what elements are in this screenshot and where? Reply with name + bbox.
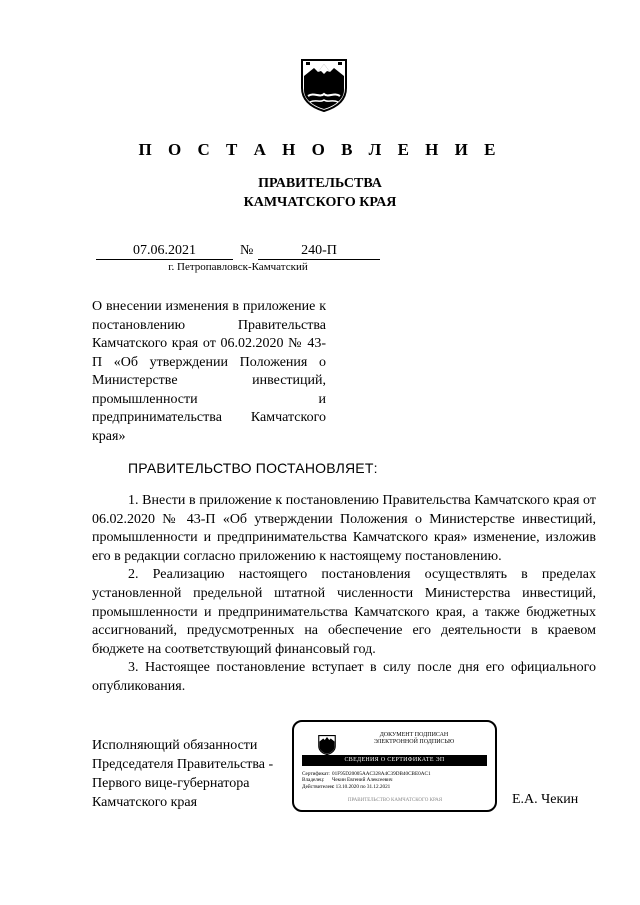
signer-title-line-1: Исполняющий обязанности	[92, 738, 258, 753]
signer-title	[92, 736, 273, 812]
stamp-value: Чекин Евгений Алексеевич	[332, 777, 393, 784]
organization-line-2: КАМЧАТСКОГО КРАЯ	[243, 195, 397, 210]
coat-of-arms-emblem	[300, 56, 348, 112]
stamp-row-validity	[302, 784, 488, 790]
stamp-value: с 13.10.2020 по 31.12.2021	[332, 783, 391, 790]
paragraph-2: 2. Реализацию настоящего постановления осуществлять в пределах установленной предельной штатной численности Министерства инвестиций, промышленности и предпринимательства Камчатского края, а также бюджетных ассигнований, предусмотренных на обеспечение его деятельности в краевом бюджете на соответствующий финансовый год.	[92, 567, 596, 657]
stamp-label: Действителен:	[302, 783, 335, 790]
stamp-emblem-icon	[318, 734, 336, 755]
registration-number: 240-П	[258, 243, 380, 260]
organization-line-1: ПРАВИТЕЛЬСТВА	[258, 176, 382, 191]
document-subject: О внесении изменения в приложение к постановлению Правительства Камчатского края от 06.02.2020 № 43-П «Об утверждении Положения о Министерстве инвестиций, промышленности и предпринимательства Камчатского края»	[92, 299, 326, 444]
stamp-details	[302, 771, 488, 790]
paragraph-3: 3. Настоящее постановление вступает в силу после дня его официального опубликования.	[92, 660, 596, 694]
document-body	[92, 492, 596, 697]
number-sign: №	[240, 243, 254, 258]
stamp-heading-line-2: ЭЛЕКТРОННОЙ ПОДПИСЬЮ	[373, 739, 455, 745]
stamp-footer: ПРАВИТЕЛЬСТВО КАМЧАТСКОГО КРАЯ	[347, 798, 443, 803]
stamp-heading-line-1: ДОКУМЕНТ ПОДПИСАН	[379, 732, 449, 738]
stamp-label: Владелец:	[302, 777, 325, 784]
electronic-signature-stamp	[292, 720, 497, 812]
registration-date: 07.06.2021	[96, 243, 233, 260]
signer-title-line-3: Первого вице-губернатора	[92, 776, 250, 791]
signer-title-line-4: Камчатского края	[92, 795, 198, 810]
stamp-certificate-bar: СВЕДЕНИЯ О СЕРТИФИКАТЕ ЭП	[302, 755, 487, 766]
paragraph-1: 1. Внести в приложение к постановлению Правительства Камчатского края от 06.02.2020 № 43-П «Об утверждении Положения о Министерстве инвестиций, промышленности и предпринимательства Камчатского края» изменение, изложив его в редакции согласно приложению к настоящему постановлению.	[92, 493, 596, 564]
signer-title-line-2: Председателя Правительства -	[92, 757, 274, 772]
stamp-heading	[344, 732, 484, 746]
registration-city: г. Петропавловск-Камчатский	[168, 261, 308, 273]
document-type-heading: П О С Т А Н О В Л Е Н И Е	[138, 140, 502, 159]
signer-name: Е.А. Чекин	[512, 792, 579, 807]
stamp-value: 01F95D20005AAC328A4C39DB40CBE0AC1	[332, 771, 431, 777]
decree-intro: ПРАВИТЕЛЬСТВО ПОСТАНОВЛЯЕТ:	[128, 460, 378, 476]
stamp-label: Сертификат:	[302, 771, 330, 777]
